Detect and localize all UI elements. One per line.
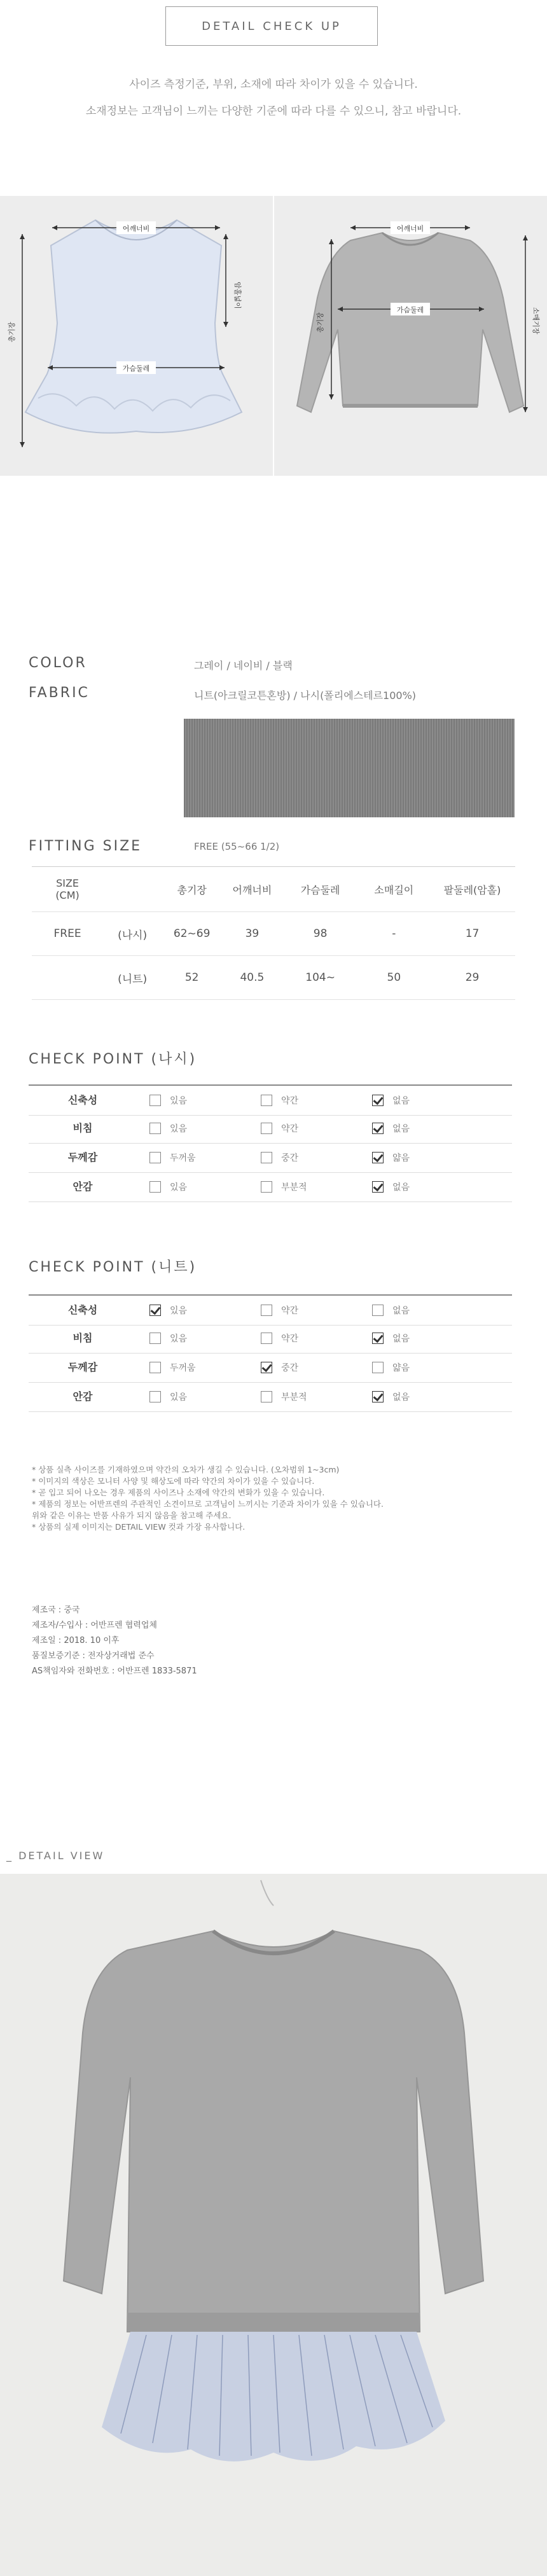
check-option [149, 1353, 196, 1382]
check-option [149, 1382, 187, 1411]
table-cell: - [392, 927, 396, 940]
check-option-label: 있음 [170, 1182, 188, 1193]
shoulder-header: 어깨너비 [232, 883, 272, 896]
check-option-label: 부분적 [281, 1392, 307, 1402]
chest-label-right: 가슴둘레 [396, 306, 424, 314]
check-point-row [29, 1353, 512, 1383]
table-cell [32, 956, 103, 1000]
meta-line: 품질보증기준 : 전자상거래법 준수 [32, 1651, 155, 1661]
check-option [149, 1172, 187, 1201]
check-option [372, 1086, 410, 1115]
check-option-label: 없음 [392, 1334, 410, 1344]
checkbox-empty-icon [261, 1152, 272, 1163]
check-point-label: 안감 [73, 1181, 93, 1193]
checkbox-empty-icon [261, 1095, 272, 1106]
note-line: * 제품의 정보는 어반프렌의 주관적인 소견이므로 고객님이 느끼시는 기준과 차이가 있을 수 있습니다. [32, 1499, 384, 1509]
check-option-label: 부분적 [281, 1182, 307, 1193]
sleeve-header: 소매길이 [374, 883, 414, 896]
check-option-label: 없음 [392, 1306, 410, 1316]
check-option [372, 1324, 410, 1353]
fabric-label: FABRIC [29, 685, 90, 701]
check-option [149, 1143, 196, 1172]
checkbox-empty-icon [261, 1333, 272, 1344]
check-option [149, 1086, 187, 1115]
check-option-label: 약간 [281, 1306, 299, 1316]
check-point-label: 안감 [73, 1390, 93, 1402]
check-option-label: 중간 [281, 1363, 299, 1373]
fitting-size-label: FITTING SIZE [29, 838, 142, 854]
meta-line: 제조자/수입사 : 어반프렌 협력업체 [32, 1621, 157, 1630]
checkbox-empty-icon [149, 1152, 161, 1163]
meta-line: 제조일 : 2018. 10 이후 [32, 1636, 120, 1645]
check-option-label: 있음 [170, 1096, 188, 1106]
check-point-label: 신축성 [67, 1094, 98, 1106]
table-cell: 52 [184, 971, 199, 984]
meta-line: 제조국 : 중국 [32, 1605, 80, 1615]
check-option-label: 없음 [392, 1182, 410, 1193]
color-label: COLOR [29, 655, 87, 671]
check-option-label: 약간 [281, 1334, 299, 1344]
detail-check-up-title: DETAIL CHECK UP [165, 6, 378, 46]
check-option-label: 약간 [281, 1096, 299, 1106]
check-option [261, 1143, 298, 1172]
checkbox-empty-icon [149, 1095, 161, 1106]
checkbox-empty-icon [261, 1305, 272, 1316]
check-point-label: 신축성 [67, 1304, 98, 1316]
check-option [372, 1296, 410, 1325]
checkbox-empty-icon [261, 1391, 272, 1402]
note-line: 위와 같은 이유는 반품 사유가 되지 않음을 참고해 주세요. [32, 1511, 232, 1520]
check-option-label: 얇음 [392, 1153, 410, 1163]
chest-label-left: 가슴둘레 [122, 364, 150, 373]
checkbox-empty-icon [372, 1305, 384, 1316]
check-option-label: 얇음 [392, 1363, 410, 1373]
armhole-label-left: 암홀넓이 [233, 282, 242, 309]
sleeveless-top-image [0, 196, 272, 476]
check-option [372, 1114, 410, 1143]
meta-line: AS책임자와 전화번호 : 어반프렌 1833-5871 [32, 1666, 197, 1676]
note-line: * 곧 입고 되어 나오는 경우 제품의 사이즈나 소재에 약간의 변화가 있을 수 있습니다. [32, 1488, 325, 1497]
check-option-label: 없음 [392, 1096, 410, 1106]
fitting-size-note: FREE (55~66 1/2) [194, 841, 280, 852]
check-option-label: 있음 [170, 1124, 188, 1134]
check-option [261, 1296, 298, 1325]
table-row [32, 956, 515, 1000]
checkbox-empty-icon [149, 1181, 161, 1193]
check-point-row [29, 1114, 512, 1144]
length-header: 총기장 [177, 883, 207, 896]
fabric-swatch-image [184, 719, 515, 817]
type-header [103, 867, 162, 912]
check-point-title-2: CHECK POINT (니트) [29, 1259, 197, 1275]
size-header: SIZE (CM) [55, 877, 80, 901]
check-option [261, 1114, 298, 1143]
table-cell: FREE [53, 927, 81, 940]
table-cell: 104~ [305, 971, 335, 984]
check-option [261, 1353, 298, 1382]
armhole-header: 팔둘레(암홀) [443, 883, 501, 896]
table-cell: 62~69 [173, 927, 211, 940]
check-option [261, 1382, 307, 1411]
table-cell: 29 [465, 971, 480, 984]
notice-line-1: 사이즈 측정기준, 부위, 소재에 따라 차이가 있을 수 있습니다. [129, 78, 418, 91]
check-option [261, 1172, 307, 1201]
table-cell: 50 [387, 971, 401, 984]
check-option [372, 1172, 410, 1201]
length-label-left: 총기장 [8, 322, 16, 342]
checkbox-checked-icon [261, 1362, 272, 1373]
checkbox-checked-icon [372, 1391, 384, 1402]
check-option-label: 두꺼움 [170, 1153, 196, 1163]
shoulder-label-left: 어깨너비 [122, 225, 150, 233]
table-cell: (나시) [118, 929, 148, 942]
shoulder-label-right: 어깨너비 [396, 225, 424, 233]
check-option-label: 없음 [392, 1124, 410, 1134]
check-point-table-1 [29, 1084, 512, 1203]
check-option [261, 1324, 298, 1353]
check-option-label: 있음 [170, 1334, 188, 1344]
fitting-size-table [32, 866, 515, 1000]
note-line: * 상품 실측 사이즈를 기재하였으며 약간의 오차가 생길 수 있습니다. (오차범위 1~3cm) [32, 1465, 340, 1474]
table-cell: 98 [313, 927, 328, 940]
check-option-label: 중간 [281, 1153, 299, 1163]
check-option [149, 1324, 187, 1353]
checkbox-checked-icon [372, 1333, 384, 1344]
check-option [261, 1086, 298, 1115]
table-cell: (니트) [118, 973, 148, 986]
sleeve-label-right: 소매기장 [532, 307, 540, 335]
check-point-table-2 [29, 1294, 512, 1413]
color-value: 그레이 / 네이비 / 블랙 [194, 660, 293, 672]
check-option [149, 1114, 187, 1143]
check-point-row [29, 1382, 512, 1412]
check-point-title-1: CHECK POINT (나시) [29, 1051, 197, 1067]
check-option [372, 1143, 410, 1172]
checkbox-checked-icon [372, 1152, 384, 1163]
product-meta [32, 1603, 197, 1679]
check-point-row [29, 1294, 512, 1326]
length-label-right: 총기장 [316, 312, 324, 333]
checkbox-checked-icon [372, 1181, 384, 1193]
check-point-row [29, 1143, 512, 1173]
checkbox-empty-icon [149, 1391, 161, 1402]
check-point-label: 두께감 [67, 1361, 98, 1373]
check-point-label: 비침 [73, 1332, 93, 1344]
check-option [372, 1353, 410, 1382]
table-cell: 39 [245, 927, 260, 940]
checkbox-checked-icon [149, 1305, 161, 1316]
note-line: * 상품의 실제 이미지는 DETAIL VIEW 컷과 가장 유사합니다. [32, 1522, 246, 1532]
fabric-value: 니트(아크릴코튼혼방) / 나시(폴리에스테르100%) [194, 689, 417, 702]
table-row [32, 912, 515, 956]
notes-list [32, 1464, 384, 1533]
table-cell: 17 [465, 927, 480, 940]
checkbox-empty-icon [149, 1333, 161, 1344]
check-point-label: 비침 [73, 1122, 93, 1134]
checkbox-empty-icon [261, 1181, 272, 1193]
checkbox-empty-icon [149, 1123, 161, 1134]
detail-view-label: _ DETAIL VIEW [6, 1850, 105, 1862]
checkbox-empty-icon [149, 1362, 161, 1373]
chest-header: 가슴둘레 [300, 883, 340, 896]
note-line: * 이미지의 색상은 모니터 사양 및 해상도에 따라 약간의 차이가 있을 수 있습니다. [32, 1476, 315, 1486]
notice-line-2: 소재정보는 고객님이 느끼는 다양한 기준에 따라 다를 수 있으니, 참고 바랍니다. [85, 105, 462, 118]
check-option-label: 없음 [392, 1392, 410, 1402]
checkbox-checked-icon [372, 1123, 384, 1134]
checkbox-empty-icon [261, 1123, 272, 1134]
check-point-row [29, 1324, 512, 1354]
check-point-row [29, 1084, 512, 1116]
table-cell: 40.5 [240, 971, 265, 984]
check-option [149, 1296, 187, 1325]
check-point-label: 두께감 [67, 1151, 98, 1163]
check-option-label: 약간 [281, 1124, 299, 1134]
check-option [372, 1382, 410, 1411]
check-option-label: 있음 [170, 1306, 188, 1316]
check-option-label: 있음 [170, 1392, 188, 1402]
knit-sweater-image [274, 196, 547, 476]
checkbox-empty-icon [372, 1362, 384, 1373]
checkbox-checked-icon [372, 1095, 384, 1106]
check-point-row [29, 1172, 512, 1202]
check-option-label: 두꺼움 [170, 1363, 196, 1373]
detail-view-sweater-image [0, 1874, 547, 2576]
